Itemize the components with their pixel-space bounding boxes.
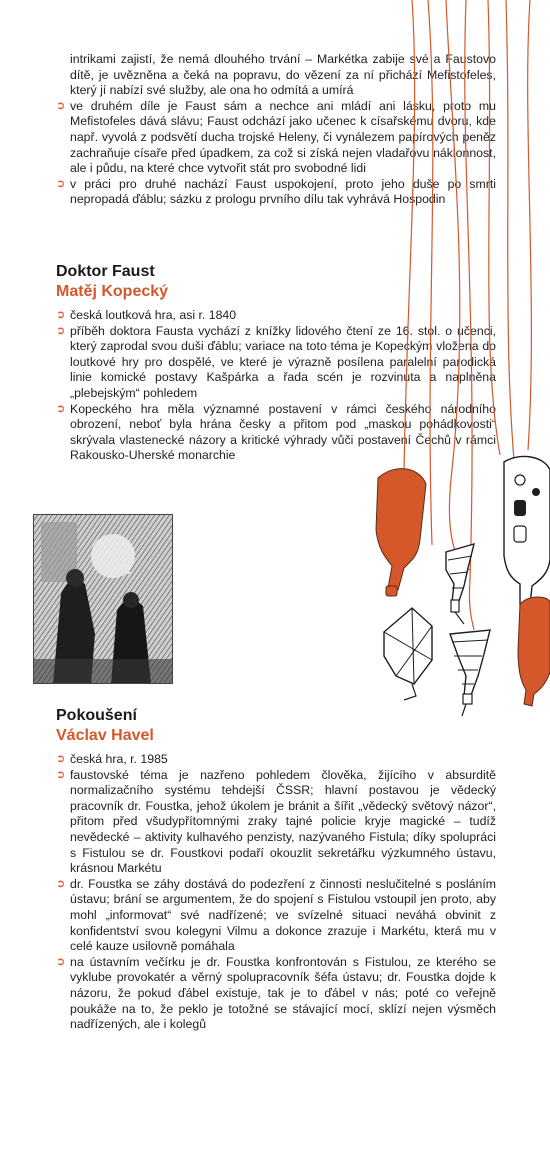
list-item [56, 308, 496, 324]
list-item-text: česká loutková hra, asi r. 1840 [70, 308, 237, 322]
section-author: Matěj Kopecký [56, 283, 169, 300]
list-item [56, 768, 496, 877]
hanging-gourd-orange [376, 469, 426, 596]
intro-block [56, 52, 496, 208]
arrow-right-icon: ➲ [56, 955, 66, 968]
arrow-right-icon: ➲ [56, 402, 66, 415]
section-doktor-faust [56, 262, 496, 464]
list-item-text: v práci pro druhé nachází Faust uspokojení, proto jeho duše po smrti nepropadá ďáblu; sázku z prologu prvního dílu tak vyhrává Hospodin [70, 176, 496, 207]
list-item [56, 177, 496, 208]
arrow-right-icon: ➲ [56, 324, 66, 337]
hanging-cone-white [446, 544, 474, 624]
list-item [56, 402, 496, 464]
list-item-text: příběh doktora Fausta vychází z knížky lidového čtení ze 16. stol. o učenci, který zaprodal svou duši ďáblu; variace na toto téma je Kopeckým vložena do loutkové hry pro dospělé, ve které je výrazně posílena paralelní parodická linie komické postavy Kašpárka a řada scén je rozvinuta a naplněna „plebejským“ pohledem [70, 323, 496, 400]
section-title: Doktor Faust [56, 263, 155, 280]
hanging-spiral-white [450, 630, 490, 716]
list-item-text: ve druhém díle je Faust sám a nechce ani mládí ani lásku, proto mu Mefistofeles dává slávu; Faust odchází jako učenec k císařskému dvoru, kde např. vyvolá z podsvětí ducha trojské Heleny, či vynálezem papírových peněz zachraňuje císaře před úpadkem, za což si získá nejen vladařovu náklonnost, ale i půdu, na které chce vytvořit stát pro svobodné lidi [70, 98, 496, 176]
section-pokouseni [56, 706, 496, 1033]
hanging-kite-white [384, 608, 432, 700]
list-item-text: česká hra, r. 1985 [70, 752, 168, 766]
section-author: Václav Havel [56, 727, 154, 744]
arrow-right-icon: ➲ [56, 753, 66, 765]
list-item [56, 955, 496, 1033]
etching-image [33, 514, 173, 684]
arrow-right-icon: ➲ [56, 99, 66, 112]
section-title: Pokoušení [56, 707, 137, 724]
list-item [56, 752, 496, 768]
list-item [56, 877, 496, 955]
list-item [56, 324, 496, 402]
list-item-text: na ústavním večírku je dr. Foustka konfrontován s Fistulou, ze kterého se vyklube provokatér a věrný spolupracovník šéfa ústavu; dr. Foustka dojde k názoru, že pokud ďábel existuje, tak je to ďábel v nás; poté co veřejně poukáže na to, že peklo je totožné se stávající mocí, sklízí nejen výsměch nadřízených, ale i kolegů [70, 954, 496, 1032]
list-item-text: Kopeckého hra měla významné postavení v rámci českého národního obrození, neboť byla hrána česky a přitom pod „maskou pohádkovosti“ skrývala vlastenecké názory a kritické výhrady vůči postavení Čechů v rámci Rakousko-Uherské monarchie [70, 401, 496, 463]
list-item-text: faustovské téma je nazřeno pohledem člověka, žijícího v absurditě normalizačního systému tehdejší ČSSR; hlavní postavou je vědecký pracovník dr. Foustka, jehož úkolem je bránit a šířit „vědecký světový názor“, přitom před všudypřítomnými zraky tajné policie kryje magické – tudíž nevědecké – aktivity kulhavého penzisty, nazývaného Fistula; díky spolupráci s Fistulou se dr. Foustkovi podaří okouzlit sekretářku výzkumného ústavu, krásnou Markétu [70, 767, 496, 876]
list-item [56, 99, 496, 177]
arrow-right-icon: ➲ [56, 309, 66, 321]
arrow-right-icon: ➲ [56, 768, 66, 781]
hanging-vase-orange [518, 597, 550, 706]
list-item-text: dr. Foustka se záhy dostává do podezření z činnosti neslučitelné s posláním ústavu; brání se argumentem, že do spojení s Fistulou vstoupil jen proto, aby mohl „informovat“ své nadřízené; ve svízelné situaci neváhá obvinit z konfidentství svou kolegyni Vilmu a dokonce zrazuje i Markétu, která mu v celé kauze usilovně pomáhala [70, 876, 496, 954]
faust-etching-illustration [33, 514, 173, 684]
intro-continuation: intrikami zajistí, že nemá dlouhého trvání – Markétka zabije své a Faustovo dítě, je uvězněna a čeká na popravu, do vězení za ní přichází Mefistofeles, který jí nabízí své služby, ale ona ho odmítá a umírá [70, 52, 496, 98]
hanging-bottle-white [504, 456, 550, 606]
arrow-right-icon: ➲ [56, 877, 66, 890]
arrow-right-icon: ➲ [56, 177, 66, 190]
